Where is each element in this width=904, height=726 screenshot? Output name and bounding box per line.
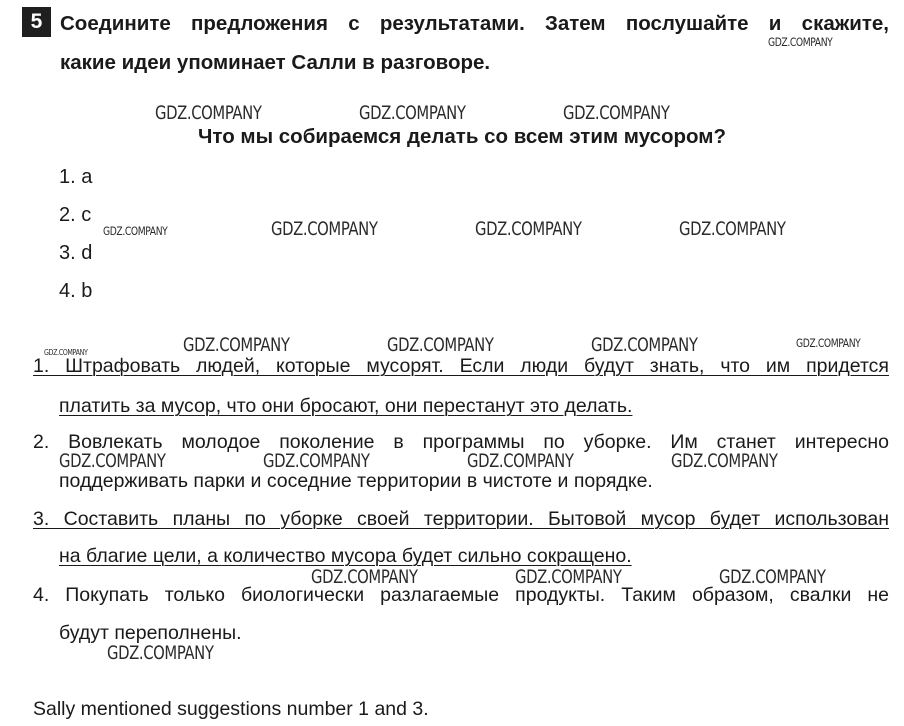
- suggestion-1-line-2: платить за мусор, что они бросают, они перестанут это делать.: [59, 395, 633, 417]
- answer-item: 2. c: [59, 204, 92, 226]
- task-instruction-line-1: Соедините предложения с результатами. Затем послушайте и скажите,: [60, 12, 889, 35]
- watermark: GDZ.COMPANY: [671, 450, 778, 472]
- watermark: GDZ.COMPANY: [103, 224, 168, 238]
- watermark: GDZ.COMPANY: [155, 102, 262, 124]
- suggestion-4-line-1: 4. Покупать только биологически разлагаемые продукты. Таким образом, свалки не: [33, 584, 889, 606]
- task-number-badge: 5: [22, 7, 51, 37]
- watermark: GDZ.COMPANY: [311, 566, 418, 588]
- answer-item: 3. d: [59, 242, 93, 264]
- watermark: GDZ.COMPANY: [263, 450, 370, 472]
- watermark: GDZ.COMPANY: [359, 102, 466, 124]
- watermark: GDZ.COMPANY: [467, 450, 574, 472]
- suggestion-2-line-1: 2. Вовлекать молодое поколение в программы по уборке. Им станет интересно: [33, 431, 889, 453]
- question-heading: Что мы собираемся делать со всем этим мусором?: [198, 125, 726, 148]
- watermark: GDZ.COMPANY: [563, 102, 670, 124]
- watermark: GDZ.COMPANY: [107, 642, 214, 664]
- watermark: GDZ.COMPANY: [475, 218, 582, 240]
- answer-item: 1. a: [59, 166, 93, 188]
- watermark: GDZ.COMPANY: [719, 566, 826, 588]
- watermark: GDZ.COMPANY: [59, 450, 166, 472]
- watermark: GDZ.COMPANY: [679, 218, 786, 240]
- watermark: GDZ.COMPANY: [44, 348, 88, 357]
- suggestion-3-line-2: на благие цели, а количество мусора будет сильно сокращено.: [59, 545, 632, 567]
- suggestion-4-line-2: будут переполнены.: [59, 622, 242, 644]
- answer-item: 4. b: [59, 280, 93, 302]
- watermark: GDZ.COMPANY: [387, 334, 494, 356]
- watermark: GDZ.COMPANY: [515, 566, 622, 588]
- task-instruction-line-2: какие идеи упоминает Салли в разговоре.: [60, 51, 491, 74]
- suggestion-2-line-2: поддерживать парки и соседние территории в чистоте и порядке.: [59, 470, 653, 492]
- watermark: GDZ.COMPANY: [271, 218, 378, 240]
- suggestion-3-line-1: 3. Составить планы по уборке своей территории. Бытовой мусор будет использован: [33, 508, 889, 530]
- watermark: GDZ.COMPANY: [591, 334, 698, 356]
- watermark: GDZ.COMPANY: [768, 35, 833, 49]
- watermark: GDZ.COMPANY: [796, 336, 861, 350]
- conclusion-text: Sally mentioned suggestions number 1 and 3.: [33, 698, 429, 720]
- watermark: GDZ.COMPANY: [183, 334, 290, 356]
- suggestion-1-line-1: 1. Штрафовать людей, которые мусорят. Если люди будут знать, что им придется: [33, 355, 889, 377]
